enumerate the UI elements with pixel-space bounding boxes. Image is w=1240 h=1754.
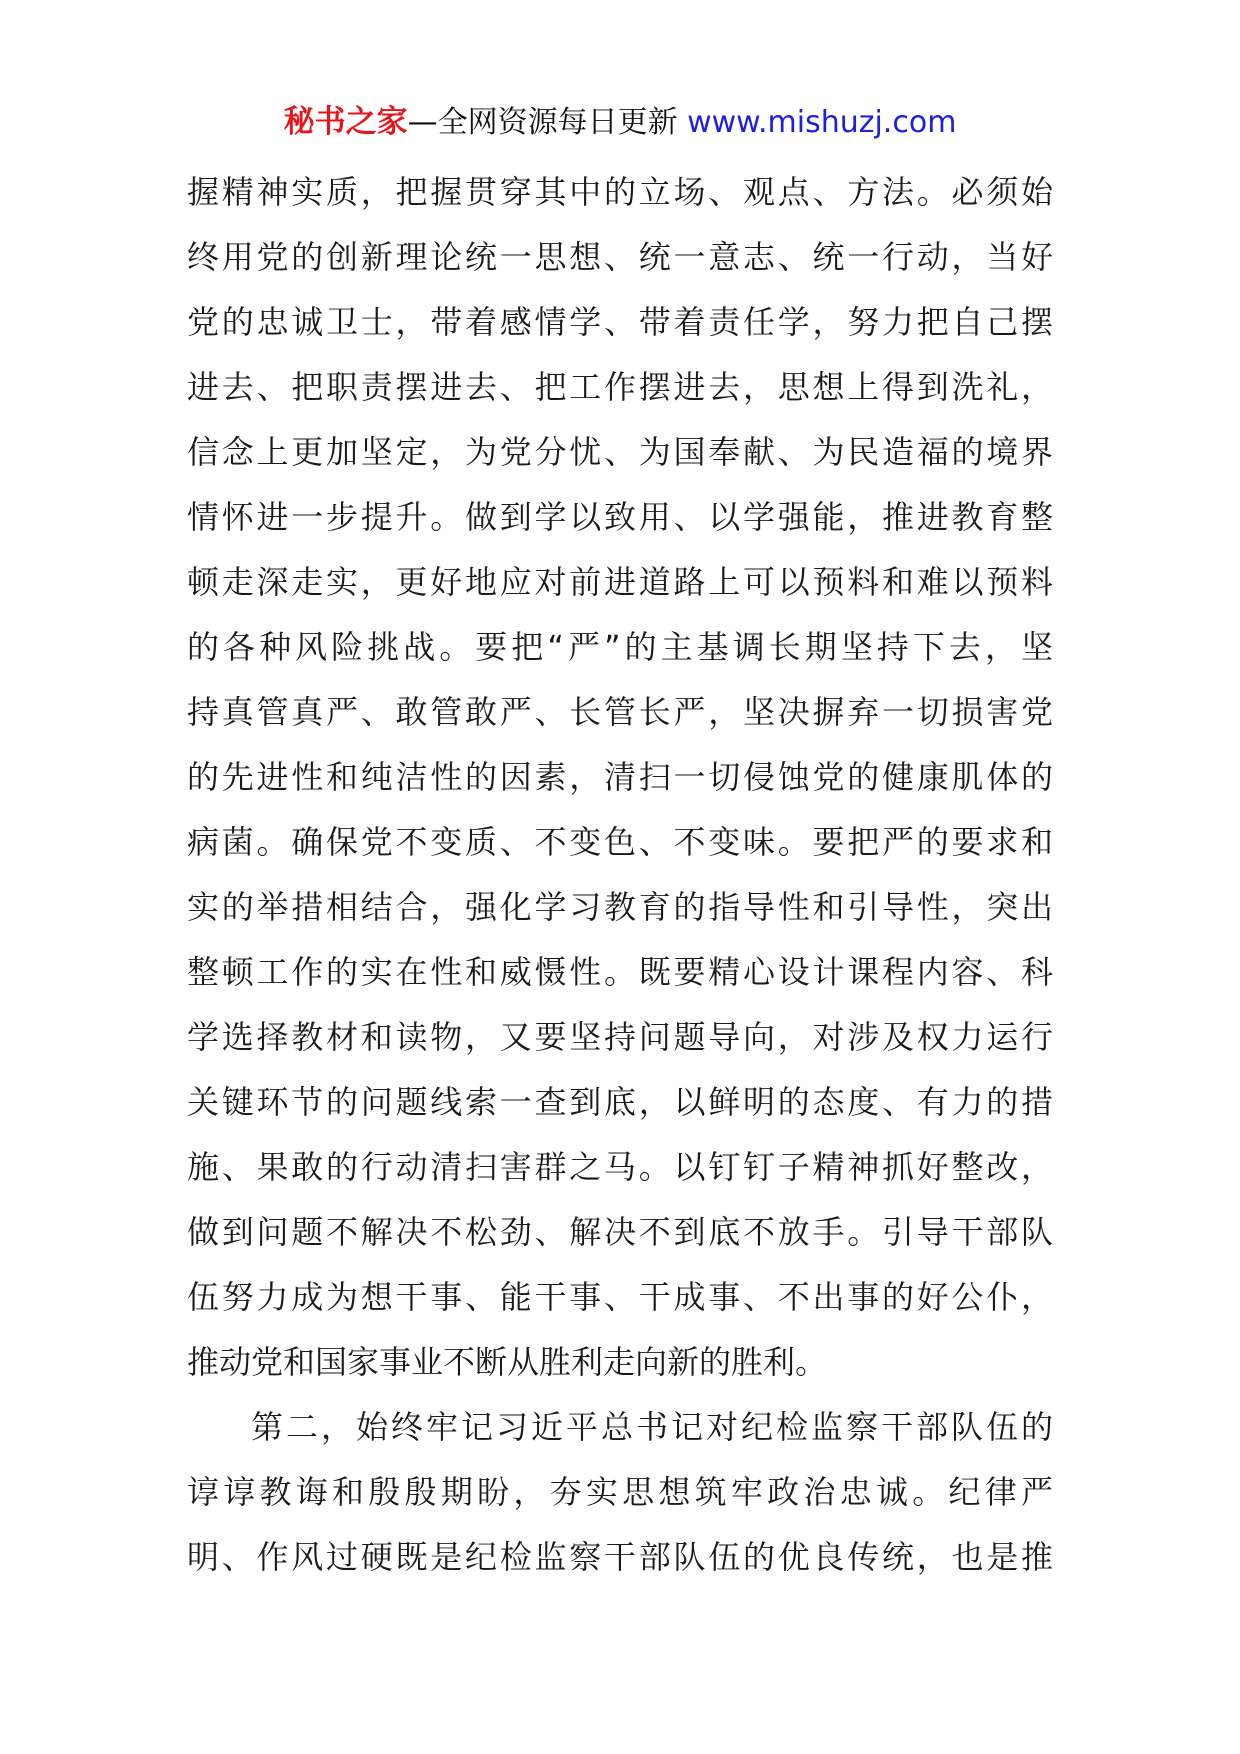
- text-line: 第二，始终牢记习近平总书记对纪检监察干部队伍的: [251, 1408, 1053, 1446]
- text-line: 实的举措相结合，强化学习教育的指导性和引导性，突出: [187, 888, 1053, 926]
- text-line: 推动党和国家事业不断从胜利走向新的胜利。: [187, 1343, 828, 1381]
- text-line: 学选择教材和读物，又要坚持问题导向，对涉及权力运行: [187, 1018, 1053, 1056]
- text-line: 党的忠诚卫士，带着感情学、带着责任学，努力把自己摆: [187, 303, 1053, 341]
- text-line: 信念上更加坚定，为党分忧、为国奉献、为民造福的境界: [187, 433, 1053, 471]
- website-link[interactable]: www.mishuzj.com: [677, 105, 957, 140]
- document-body: [187, 160, 1053, 1590]
- text-line: 施、果敢的行动清扫害群之马。以钉钉子精神抓好整改，: [187, 1148, 1053, 1186]
- header-slogan: —全网资源每日更新: [407, 105, 678, 140]
- brand-name: 秘书之家: [283, 104, 408, 140]
- text-line: 握精神实质，把握贯穿其中的立场、观点、方法。必须始: [187, 173, 1053, 211]
- text-line: 的先进性和纯洁性的因素，清扫一切侵蚀党的健康肌体的: [187, 758, 1053, 796]
- text-line: 病菌。确保党不变质、不变色、不变味。要把严的要求和: [187, 823, 1053, 861]
- text-line: 顿走深走实，更好地应对前进道路上可以预料和难以预料: [187, 563, 1053, 601]
- page-header: [0, 100, 1240, 145]
- text-line: 明、作风过硬既是纪检监察干部队伍的优良传统，也是推: [187, 1538, 1053, 1576]
- text-line: 终用党的创新理论统一思想、统一意志、统一行动，当好: [187, 238, 1053, 276]
- text-line: 关键环节的问题线索一查到底，以鲜明的态度、有力的措: [187, 1083, 1053, 1121]
- text-line: 做到问题不解决不松劲、解决不到底不放手。引导干部队: [187, 1213, 1053, 1251]
- paragraph-1: [187, 160, 1053, 1395]
- text-line: 伍努力成为想干事、能干事、干成事、不出事的好公仆，: [187, 1278, 1053, 1316]
- text-line: 持真管真严、敢管敢严、长管长严，坚决摒弃一切损害党: [187, 693, 1053, 731]
- text-line: 谆谆教诲和殷殷期盼，夯实思想筑牢政治忠诚。纪律严: [187, 1473, 1053, 1511]
- text-line: 的各种风险挑战。要把“严”的主基调长期坚持下去，坚: [187, 628, 1053, 666]
- text-line: 情怀进一步提升。做到学以致用、以学强能，推进教育整: [187, 498, 1053, 536]
- text-line: 整顿工作的实在性和威慑性。既要精心设计课程内容、科: [187, 953, 1053, 991]
- text-line: 进去、把职责摆进去、把工作摆进去，思想上得到洗礼，: [187, 368, 1053, 406]
- paragraph-2: [187, 1395, 1053, 1590]
